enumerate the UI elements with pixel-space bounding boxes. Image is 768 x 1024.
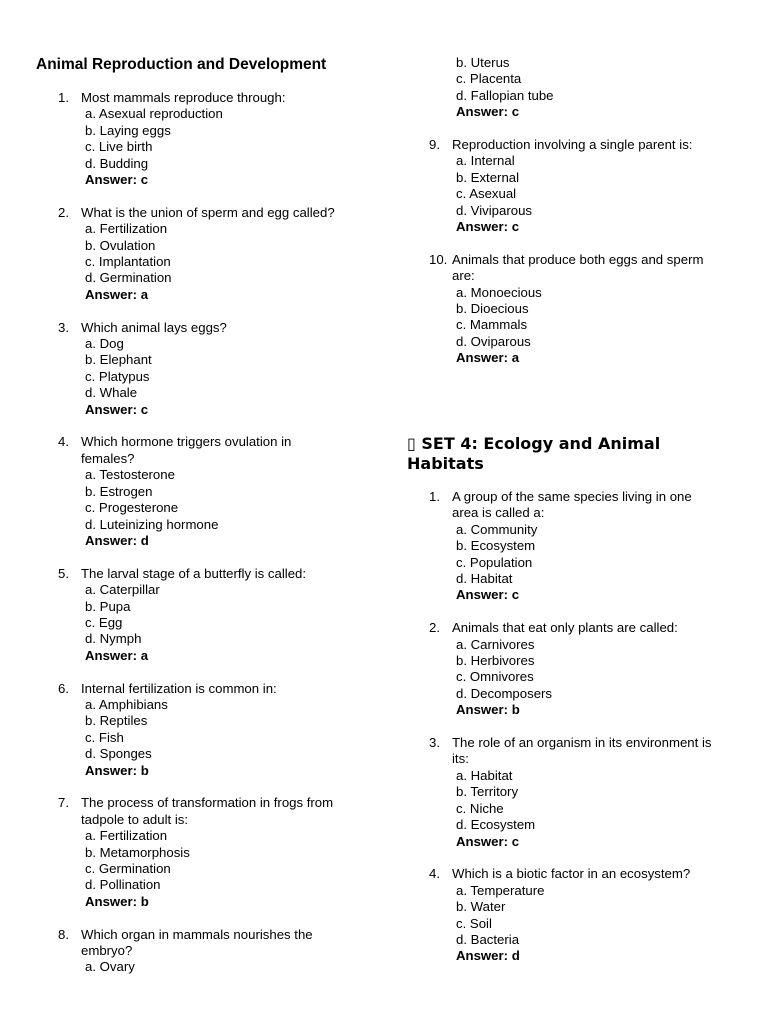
question-number: 2. bbox=[429, 620, 440, 636]
option: c. Omnivores bbox=[456, 669, 534, 685]
question-text: Animals that eat only plants are called: bbox=[452, 620, 678, 636]
question-number: 1. bbox=[429, 489, 440, 504]
option: a. Ovary bbox=[85, 959, 135, 975]
option: a. Internal bbox=[456, 153, 515, 169]
option: c. Implantation bbox=[85, 254, 171, 270]
question-text: The larval stage of a butterfly is called: bbox=[81, 565, 307, 581]
option: c. Live birth bbox=[85, 139, 153, 155]
question-item bbox=[407, 137, 737, 235]
answer: Answer: c bbox=[85, 172, 149, 188]
option: b. Herbivores bbox=[456, 653, 535, 669]
answer: Answer: b bbox=[85, 762, 149, 778]
option: a. Asexual reproduction bbox=[85, 106, 223, 122]
answer: Answer: c bbox=[456, 104, 520, 120]
option: b. External bbox=[456, 169, 520, 185]
question-number: 5. bbox=[58, 565, 69, 581]
question-number: 3. bbox=[58, 319, 69, 335]
option: b. Uterus bbox=[456, 55, 510, 70]
option: b. Estrogen bbox=[85, 483, 153, 499]
option: b. Dioecious bbox=[456, 301, 529, 317]
option: d. Viviparous bbox=[456, 202, 532, 218]
question-item bbox=[407, 866, 737, 964]
question-item bbox=[36, 927, 366, 976]
question-text: Which animal lays eggs? bbox=[81, 319, 227, 335]
option: d. Pollination bbox=[85, 877, 161, 893]
question-text: Most mammals reproduce through: bbox=[81, 90, 286, 105]
option: c. Progesterone bbox=[85, 500, 179, 516]
answer: Answer: a bbox=[85, 286, 149, 302]
option: d. Whale bbox=[85, 385, 138, 401]
answer: Answer: a bbox=[456, 350, 520, 366]
question-number: 10. bbox=[429, 251, 448, 267]
answer: Answer: c bbox=[85, 401, 149, 417]
question-text: The role of an organism in its environment is its: bbox=[452, 735, 712, 767]
answer: Answer: d bbox=[456, 948, 520, 964]
question-item bbox=[36, 205, 366, 303]
option: b. Ecosystem bbox=[456, 538, 536, 554]
question-number: 2. bbox=[58, 204, 69, 220]
question-list bbox=[36, 90, 366, 992]
option: b. Territory bbox=[456, 784, 519, 800]
option: b. Metamorphosis bbox=[85, 844, 190, 860]
answer: Answer: b bbox=[456, 702, 520, 718]
option: a. Temperature bbox=[456, 882, 545, 898]
set-4-header: ▯ SET 4: Ecology and Animal Habitats bbox=[407, 434, 661, 473]
answer: Answer: c bbox=[456, 219, 520, 235]
option: d. Decomposers bbox=[456, 685, 553, 701]
question-text: A group of the same species living in one area is called a: bbox=[452, 489, 692, 521]
question-item bbox=[36, 320, 366, 418]
option: d. Ecosystem bbox=[456, 817, 536, 833]
question-text: Reproduction involving a single parent is: bbox=[452, 137, 693, 152]
question-text: The process of transformation in frogs from tadpole to adult is: bbox=[81, 795, 334, 827]
option: a. Habitat bbox=[456, 767, 513, 783]
question-text: What is the union of sperm and egg called? bbox=[81, 204, 335, 220]
option: b. Elephant bbox=[85, 352, 152, 368]
option: a. Carnivores bbox=[456, 636, 535, 652]
option: a. Fertilization bbox=[85, 221, 168, 237]
question-number: 3. bbox=[429, 735, 440, 751]
option: d. Sponges bbox=[85, 746, 152, 762]
question-item bbox=[407, 735, 737, 850]
option: c. Asexual bbox=[456, 186, 517, 202]
question-8-continuation bbox=[407, 55, 737, 137]
question-number: 8. bbox=[58, 926, 69, 942]
option: a. Amphibians bbox=[85, 696, 168, 712]
question-list bbox=[407, 137, 737, 383]
question-number: 9. bbox=[429, 137, 440, 152]
question-item bbox=[36, 681, 366, 779]
question-number: 7. bbox=[58, 795, 69, 811]
option: c. Soil bbox=[456, 915, 492, 931]
option: b. Reptiles bbox=[85, 713, 148, 729]
question-item bbox=[407, 252, 737, 367]
question-item bbox=[36, 434, 366, 549]
option: c. Egg bbox=[85, 614, 123, 630]
question-item bbox=[36, 795, 366, 910]
option: a. Fertilization bbox=[85, 828, 168, 844]
option: a. Community bbox=[456, 521, 538, 537]
question-continuation bbox=[407, 55, 737, 121]
set-4-question-list bbox=[407, 489, 737, 981]
option: d. Habitat bbox=[456, 571, 513, 587]
answer: Answer: b bbox=[85, 893, 149, 909]
answer: Answer: d bbox=[85, 532, 149, 548]
question-text: Which organ in mammals nourishes the embryo? bbox=[81, 926, 313, 959]
option: d. Budding bbox=[85, 155, 149, 171]
option: b. Ovulation bbox=[85, 237, 156, 253]
question-number: 4. bbox=[58, 434, 69, 450]
option: c. Placenta bbox=[456, 71, 522, 87]
answer: Answer: a bbox=[85, 647, 149, 663]
question-item bbox=[407, 620, 737, 718]
question-text: Which is a biotic factor in an ecosystem? bbox=[452, 866, 691, 882]
option: c. Fish bbox=[85, 729, 124, 745]
option: b. Pupa bbox=[85, 598, 131, 614]
option: a. Testosterone bbox=[85, 467, 175, 483]
question-item bbox=[36, 90, 366, 188]
question-item bbox=[36, 566, 366, 664]
option: d. Oviparous bbox=[456, 333, 531, 349]
question-number: 6. bbox=[58, 680, 69, 696]
option: b. Laying eggs bbox=[85, 122, 171, 138]
document-title: Animal Reproduction and Development bbox=[36, 56, 327, 73]
option: c. Platypus bbox=[85, 368, 150, 384]
question-number: 1. bbox=[58, 90, 69, 105]
question-text: Animals that produce both eggs and sperm are: bbox=[452, 251, 704, 284]
option: a. Monoecious bbox=[456, 284, 542, 300]
option: a. Dog bbox=[85, 336, 124, 352]
answer: Answer: c bbox=[456, 833, 520, 849]
option: c. Germination bbox=[85, 861, 171, 876]
option: c. Population bbox=[456, 554, 533, 570]
option: c. Mammals bbox=[456, 317, 528, 333]
answer: Answer: c bbox=[456, 587, 520, 603]
option: d. Luteinizing hormone bbox=[85, 516, 219, 532]
option: b. Water bbox=[456, 899, 506, 915]
option: d. Nymph bbox=[85, 631, 142, 647]
question-text: Which hormone triggers ovulation in females? bbox=[81, 434, 292, 466]
option: d. Bacteria bbox=[456, 931, 520, 947]
option: c. Niche bbox=[456, 800, 504, 816]
question-item bbox=[407, 489, 737, 604]
option: d. Fallopian tube bbox=[456, 87, 554, 103]
option: a. Caterpillar bbox=[85, 582, 160, 598]
question-number: 4. bbox=[429, 866, 440, 882]
option: d. Germination bbox=[85, 270, 172, 286]
question-text: Internal fertilization is common in: bbox=[81, 680, 277, 696]
